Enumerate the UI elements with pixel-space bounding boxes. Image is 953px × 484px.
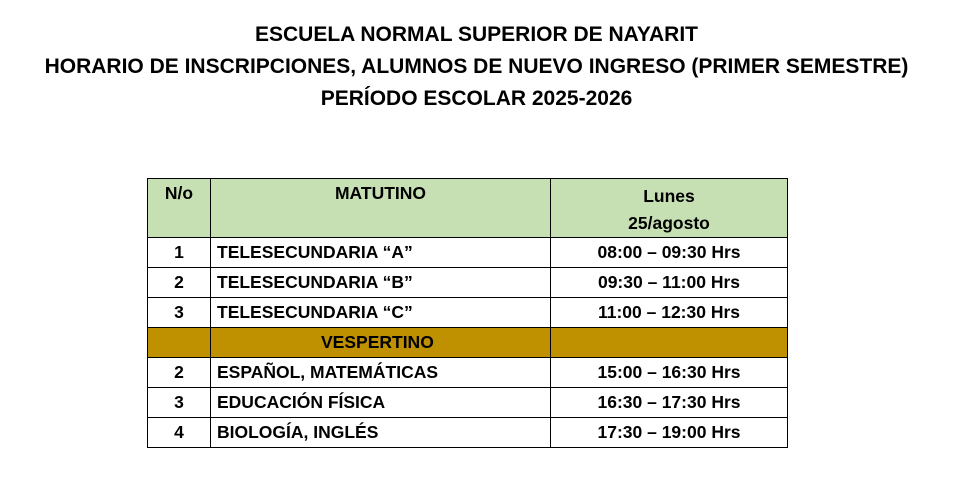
time-slot: 08:00 – 09:30 Hrs xyxy=(551,238,788,268)
row-number: 2 xyxy=(148,358,211,388)
table-row xyxy=(148,388,788,418)
table-row xyxy=(148,268,788,298)
document-header xyxy=(0,19,953,115)
group-name: TELESECUNDARIA “B” xyxy=(211,268,551,298)
registration-schedule-table xyxy=(147,178,788,448)
table-row xyxy=(148,298,788,328)
time-slot: 11:00 – 12:30 Hrs xyxy=(551,298,788,328)
header-day: Lunes xyxy=(643,186,695,206)
group-name: BIOLOGÍA, INGLÉS xyxy=(211,418,551,448)
row-number: 1 xyxy=(148,238,211,268)
time-slot: 09:30 – 11:00 Hrs xyxy=(551,268,788,298)
header-date: 25/agosto xyxy=(628,213,710,233)
column-header-morning: MATUTINO xyxy=(211,179,551,238)
group-name: TELESECUNDARIA “C” xyxy=(211,298,551,328)
row-number: 2 xyxy=(148,268,211,298)
group-name: TELESECUNDARIA “A” xyxy=(211,238,551,268)
table-row xyxy=(148,358,788,388)
school-name: ESCUELA NORMAL SUPERIOR DE NAYARIT xyxy=(254,23,698,46)
section-label-afternoon: VESPERTINO xyxy=(211,328,551,358)
column-header-number: N/o xyxy=(148,179,211,238)
section-empty-cell xyxy=(551,328,788,358)
section-row-afternoon xyxy=(148,328,788,358)
table-row xyxy=(148,238,788,268)
row-number: 4 xyxy=(148,418,211,448)
group-name: EDUCACIÓN FÍSICA xyxy=(211,388,551,418)
document-title: HORARIO DE INSCRIPCIONES, ALUMNOS DE NUEVO INGRESO (PRIMER SEMESTRE) xyxy=(44,55,909,78)
time-slot: 16:30 – 17:30 Hrs xyxy=(551,388,788,418)
school-period: PERÍODO ESCOLAR 2025-2026 xyxy=(320,87,633,110)
time-slot: 17:30 – 19:00 Hrs xyxy=(551,418,788,448)
section-empty-cell xyxy=(148,328,211,358)
table-row xyxy=(148,418,788,448)
time-slot: 15:00 – 16:30 Hrs xyxy=(551,358,788,388)
group-name: ESPAÑOL, MATEMÁTICAS xyxy=(211,358,551,388)
column-header-date xyxy=(551,179,788,238)
table-header-row xyxy=(148,179,788,238)
row-number: 3 xyxy=(148,298,211,328)
row-number: 3 xyxy=(148,388,211,418)
